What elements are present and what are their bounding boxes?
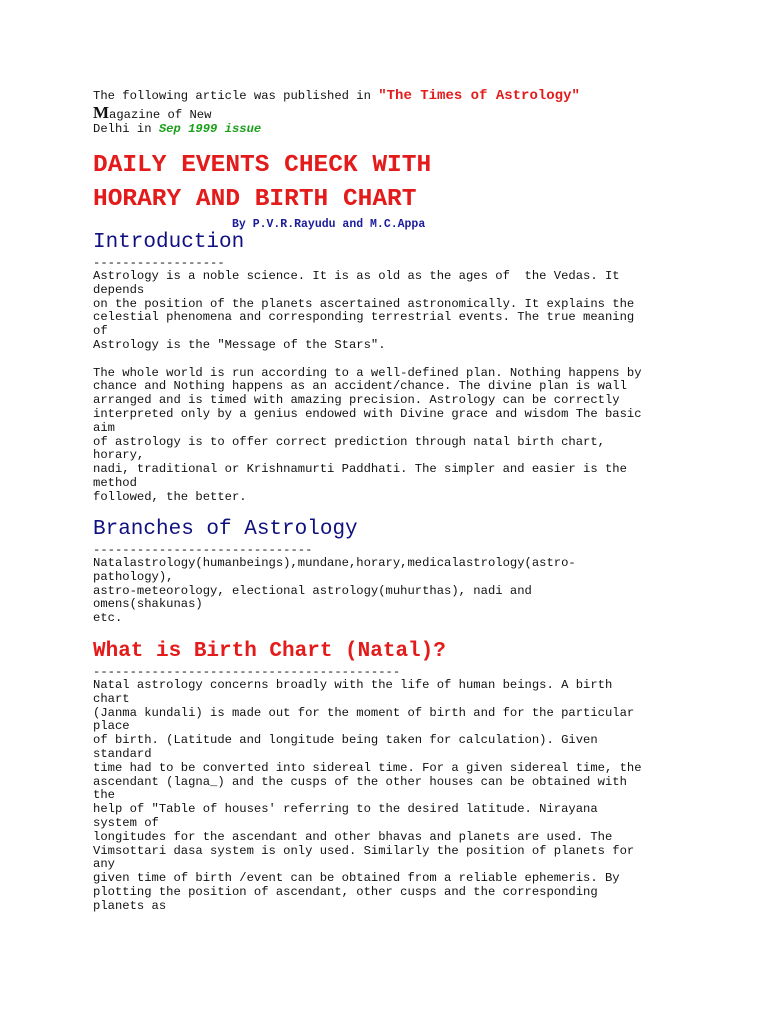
text-line: depends: [93, 282, 145, 297]
text-line: any: [93, 857, 115, 872]
text-line: Vimsottari dasa system is only used. Similarly the position of planets for: [93, 843, 635, 858]
introduction-body: [93, 270, 642, 505]
text-line: Astrology is the "Message of the Stars".: [93, 337, 386, 352]
article-title-line-1: DAILY EVENTS CHECK WITH: [93, 152, 432, 179]
text-line: nadi, traditional or Krishnamurti Paddhati. The simpler and easier is the: [93, 462, 627, 477]
text-line: plotting the position of ascendant, other cusps and the corresponding: [93, 884, 598, 899]
text-line: arranged and is timed with amazing precision. Astrology can be correctly: [93, 393, 620, 408]
birth-chart-heading: What is Birth Chart (Natal)?: [93, 640, 446, 663]
text-line: The whole world is run according to a well-defined plan. Nothing happens by: [93, 365, 642, 380]
publication-name: "The Times of Astrology": [378, 88, 580, 104]
publication-prefix: The following article was published in: [93, 89, 379, 103]
birth-chart-rule: ------------------------------------------: [93, 665, 401, 679]
text-line: [93, 353, 642, 367]
text-line: planets as: [93, 898, 167, 913]
publication-note-line-2: [93, 103, 212, 123]
introduction-heading: Introduction: [93, 231, 245, 254]
text-line: given time of birth /event can be obtained from a reliable ephemeris. By: [93, 871, 620, 886]
text-line: horary,: [93, 448, 145, 463]
text-line: of birth. (Latitude and longitude being taken for calculation). Given: [93, 733, 598, 748]
text-line: Natal astrology concerns broadly with the life of human beings. A birth: [93, 678, 613, 692]
branches-body: [93, 557, 576, 626]
text-line: chance and Nothing happens as an accident/chance. The divine plan is wall: [93, 379, 627, 394]
text-line: aim: [93, 420, 115, 435]
article-title-line-2: HORARY AND BIRTH CHART: [93, 186, 417, 213]
text-line: etc.: [93, 611, 123, 626]
birth-chart-body: [93, 679, 642, 914]
publication-note-line-3: [93, 123, 261, 137]
text-line: ascendant (lagna_) and the cusps of the other houses can be obtained with: [93, 774, 627, 789]
text-line: interpreted only by a genius endowed with Divine grace and wisdom The basic: [93, 406, 642, 421]
text-line: celestial phenomena and corresponding terrestrial events. The true meaning: [93, 310, 635, 325]
text-line: pathology),: [93, 569, 174, 584]
text-line: (Janma kundali) is made out for the moment of birth and for the particular: [93, 705, 635, 720]
text-line: on the position of the planets ascertained astronomically. It explains the: [93, 296, 635, 311]
text-line: Astrology is a noble science. It is as old as the ages of the Vedas. It: [93, 269, 620, 283]
text-line: system of: [93, 815, 159, 830]
text-line: omens(shakunas): [93, 597, 203, 612]
article-byline: By P.V.R.Rayudu and M.C.Appa: [232, 218, 426, 231]
publication-line2-text: agazine of New: [109, 108, 212, 122]
publication-note-line-1: [93, 90, 580, 104]
text-line: of: [93, 324, 108, 339]
issue-date: Sep 1999 issue: [158, 122, 262, 136]
text-line: method: [93, 475, 137, 490]
text-line: chart: [93, 691, 130, 706]
publication-initial: M: [93, 103, 110, 122]
text-line: of astrology is to offer correct prediction through natal birth chart,: [93, 434, 605, 449]
text-line: longitudes for the ascendant and other bhavas and planets are used. The: [93, 829, 613, 844]
text-line: followed, the better.: [93, 489, 247, 504]
branches-heading: Branches of Astrology: [93, 518, 358, 541]
text-line: time had to be converted into sidereal time. For a given sidereal time, the: [93, 760, 642, 775]
introduction-rule: ------------------: [93, 256, 225, 270]
text-line: the: [93, 788, 115, 803]
text-line: help of "Table of houses' referring to the desired latitude. Nirayana: [93, 802, 598, 817]
publication-line3-prefix: Delhi in: [93, 122, 159, 136]
text-line: Natalastrology(humanbeings),mundane,horary,medicalastrology(astro-: [93, 556, 576, 570]
text-line: standard: [93, 746, 152, 761]
text-line: place: [93, 719, 130, 734]
text-line: astro-meteorology, electional astrology(muhurthas), nadi and: [93, 583, 532, 598]
branches-rule: ------------------------------: [93, 543, 313, 557]
